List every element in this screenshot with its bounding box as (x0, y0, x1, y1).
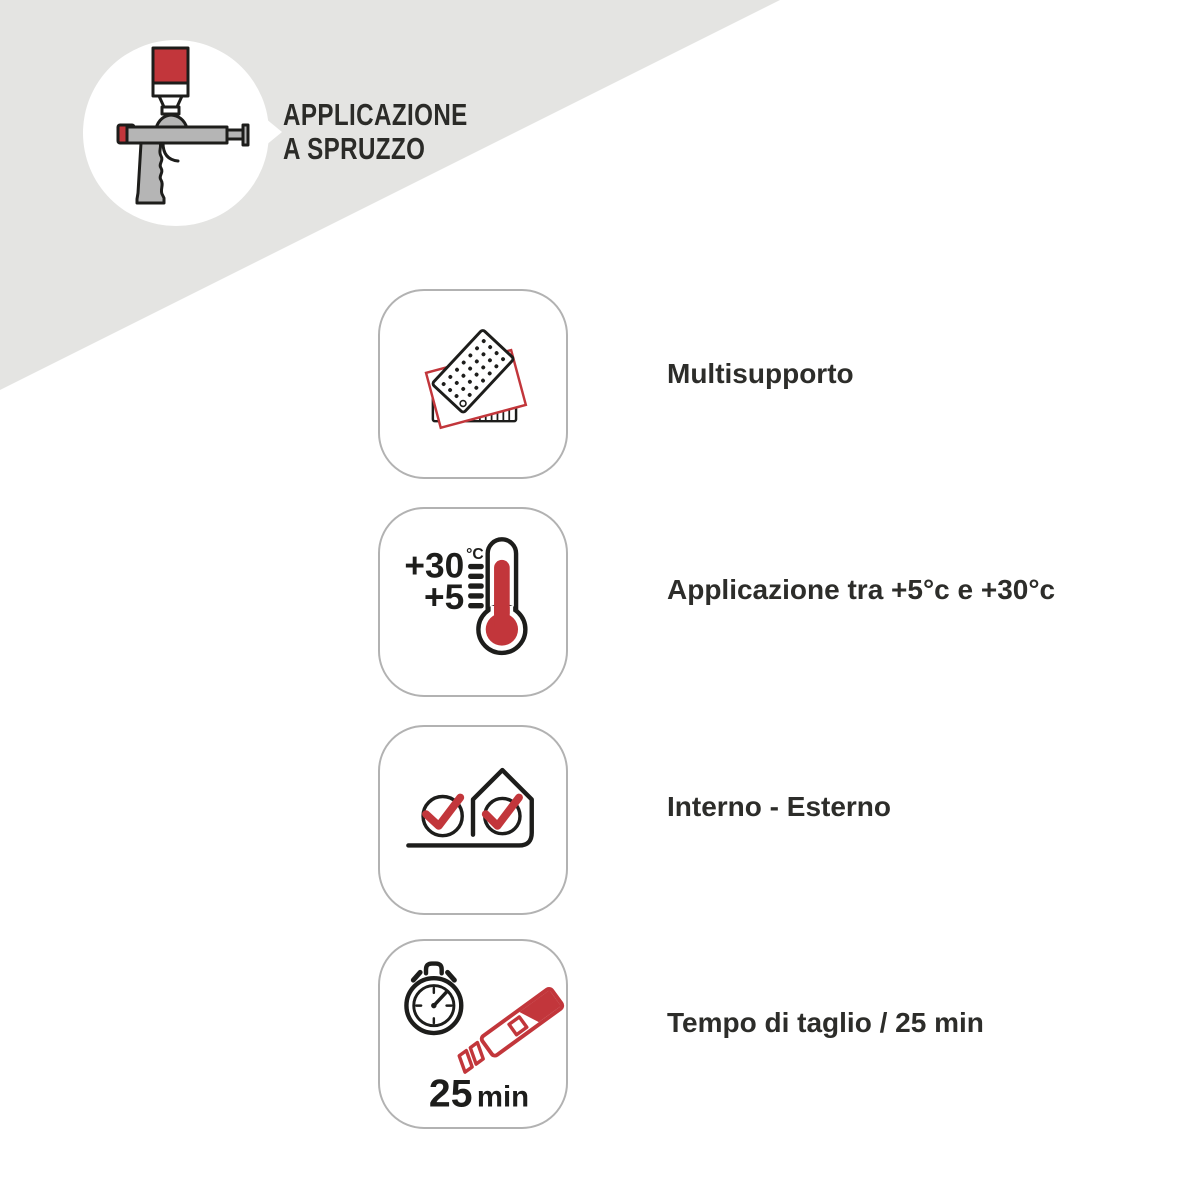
canister-neck (159, 96, 182, 107)
thermometer-icon (380, 509, 566, 695)
gun-nozzle-flange (243, 125, 248, 145)
feature-box-tempo-taglio (378, 939, 568, 1129)
feature-box-interno-esterno (378, 725, 568, 915)
gun-body (127, 127, 227, 143)
title-line-1: APPLICAZIONE (283, 97, 468, 132)
indoor-outdoor-house-check-icon (380, 727, 566, 913)
feature-box-temperature (378, 507, 568, 697)
canister-red-top (153, 48, 188, 83)
canister-white-band (153, 83, 188, 96)
feature-label-interno-esterno: Interno - Esterno (667, 791, 892, 822)
feature-box-multisupporto (378, 289, 568, 479)
foam-gun-icon (76, 33, 276, 233)
page-title (283, 98, 468, 166)
gun-trigger (163, 143, 178, 161)
feature-label-tempo-taglio: Tempo di taglio / 25 min (667, 1007, 984, 1038)
temp-unit-text: °C (466, 545, 484, 563)
temp-min-text: +5 (424, 577, 465, 617)
temp-max-text: +30 (404, 546, 465, 586)
cut-time-value: 25 (428, 1072, 473, 1116)
stopwatch-cutter-icon (380, 941, 566, 1127)
cutter-knife-icon (454, 987, 564, 1076)
stopwatch-icon (406, 964, 461, 1034)
cutter-slider (509, 1017, 527, 1035)
gun-grip (137, 143, 164, 203)
thermometer-body (478, 539, 525, 653)
feature-label-temperature: Applicazione tra +5°c e +30°c (667, 574, 1056, 605)
title-line-2: A SPRUZZO (283, 131, 426, 166)
cut-time-unit: min (476, 1080, 530, 1114)
gun-barrel (227, 130, 243, 139)
feature-label-multisupporto: Multisupporto (667, 358, 854, 389)
multi-surface-panels-icon (380, 291, 566, 477)
thermometer-scale-bars (468, 564, 484, 609)
